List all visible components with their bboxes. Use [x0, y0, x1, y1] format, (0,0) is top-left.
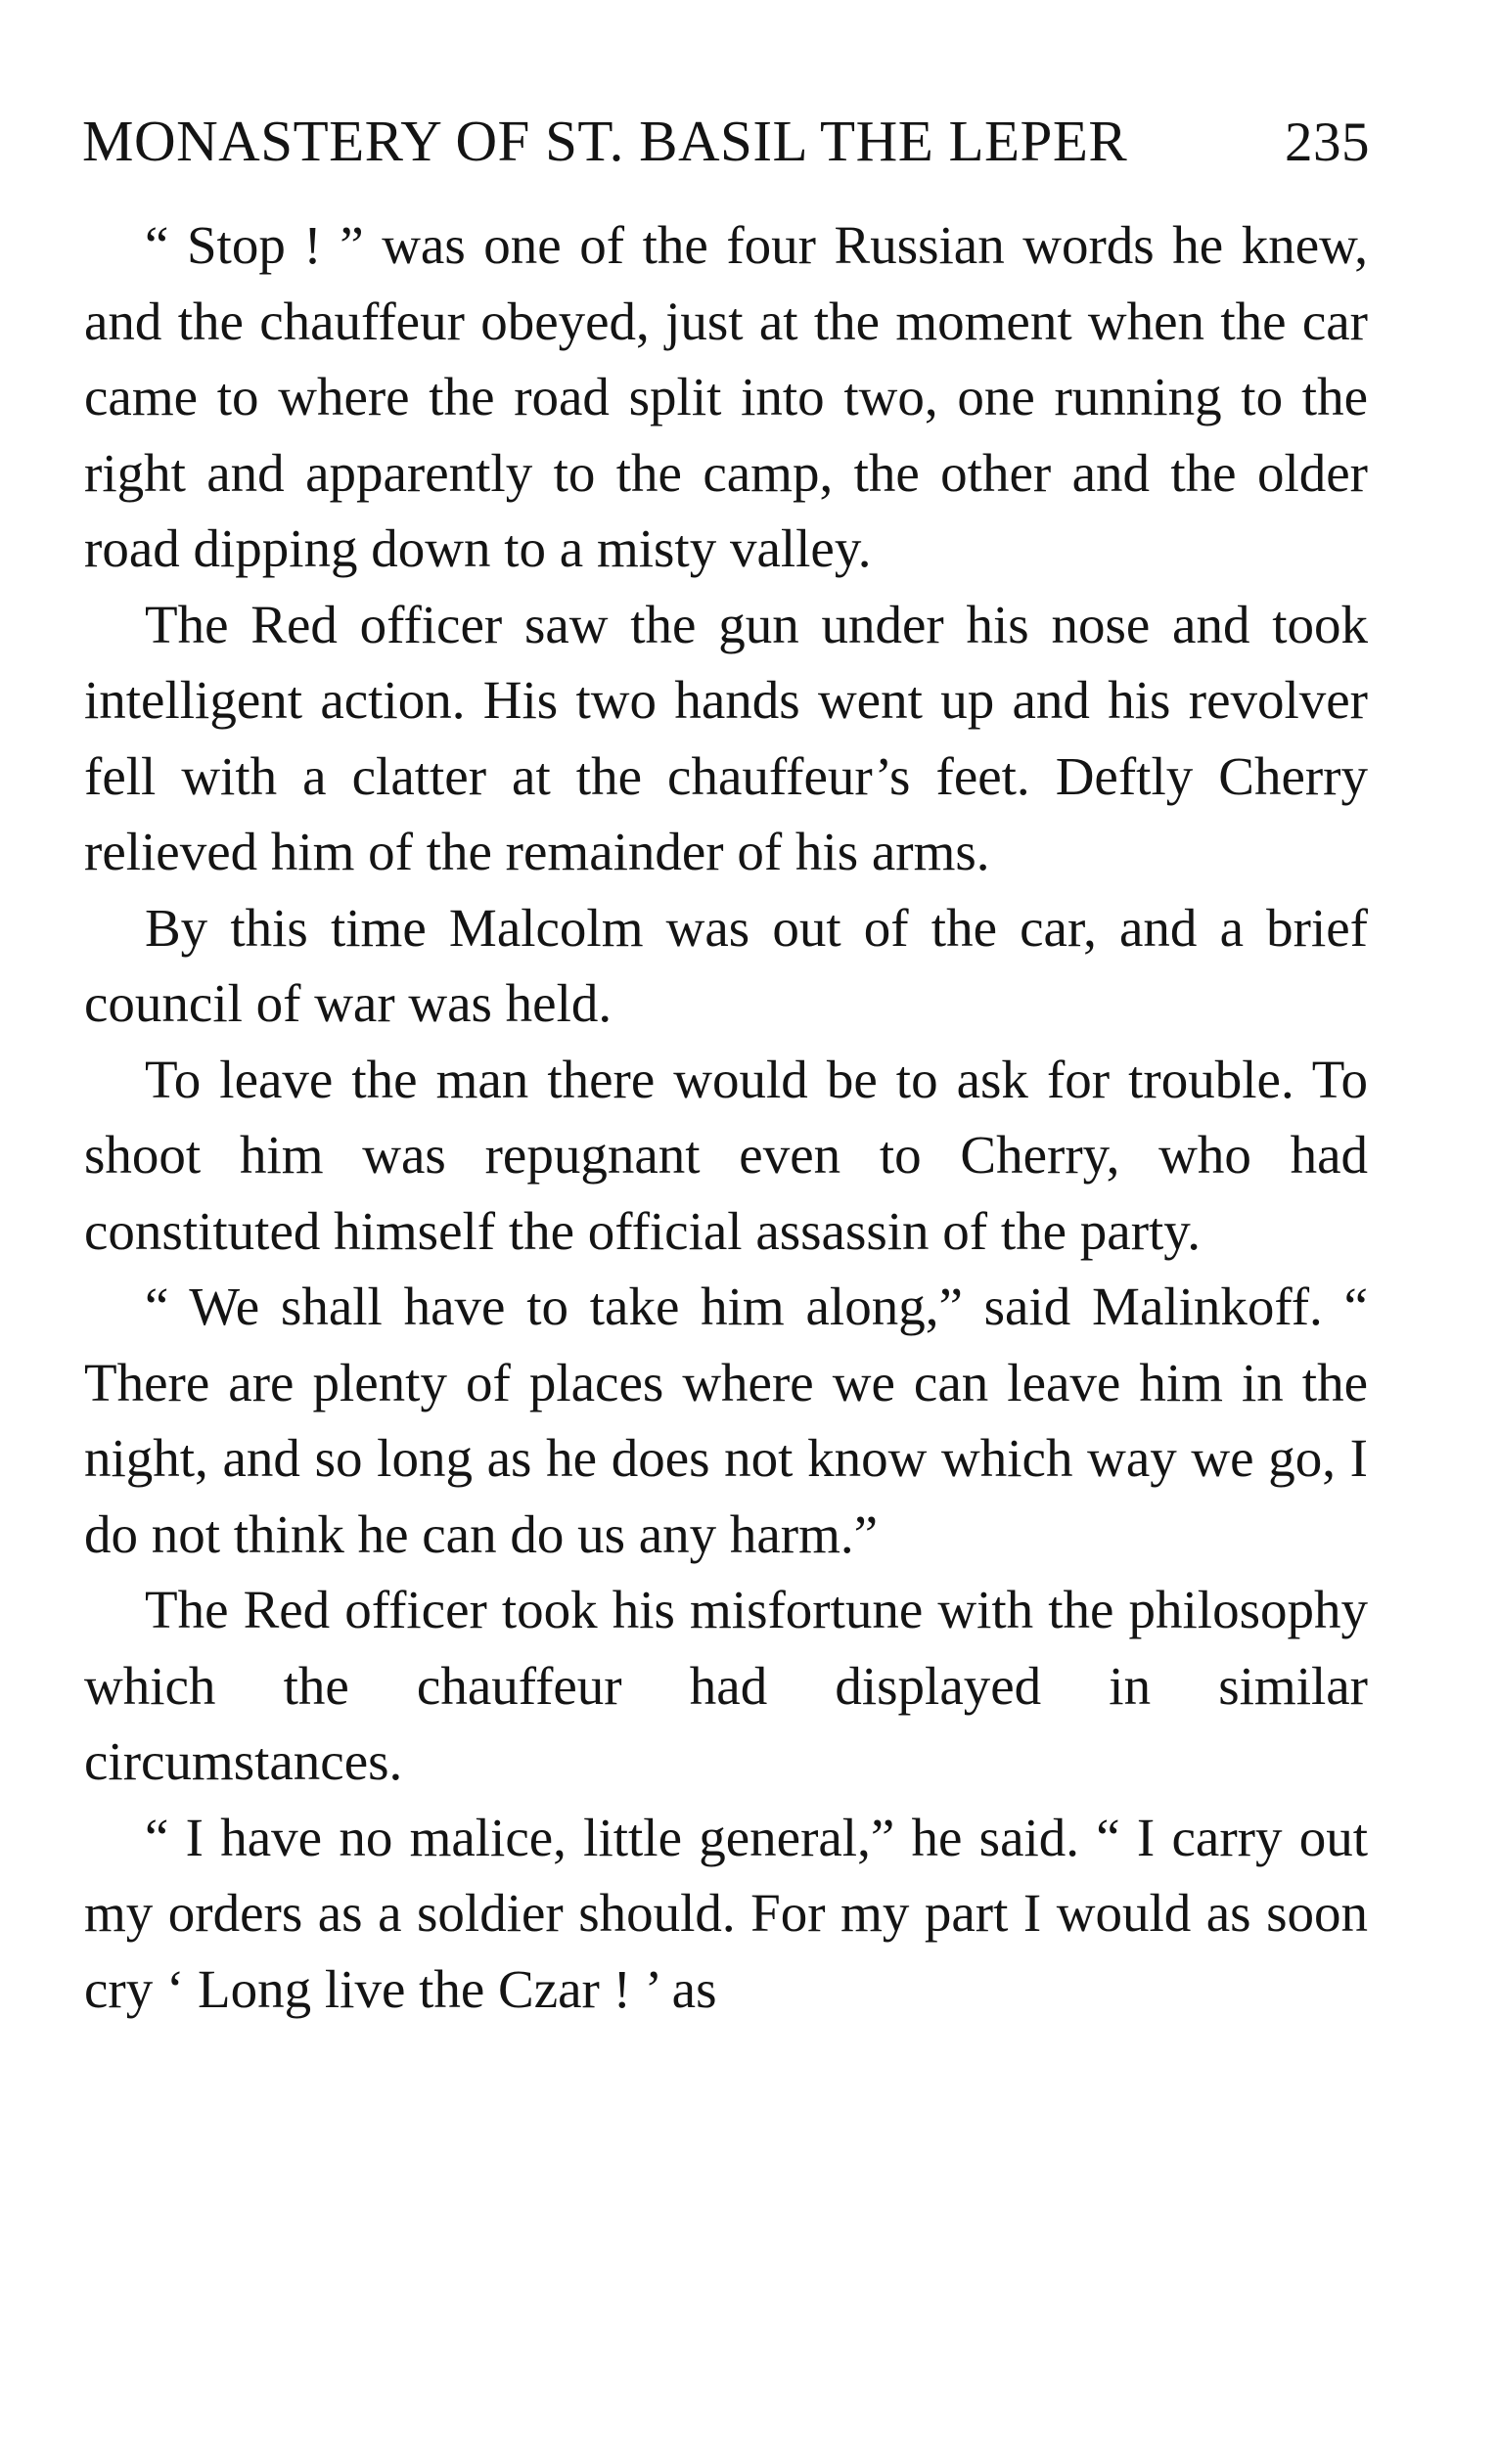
paragraph: The Red officer saw the gun under his nose and took intelligent action. His two hands went up and his revolver fell with a clatter at the chauffeur’s feet. Deftly Cherry relieved him of the remainder of his arms.: [84, 594, 1368, 881]
page-number: 235: [1285, 112, 1370, 173]
body-text: [84, 207, 1368, 2027]
paragraph: By this time Malcolm was out of the car, and a brief council of war was held.: [84, 897, 1368, 1033]
paragraph: “ I have no malice, little general,” he said. “ I carry out my orders as a soldier should. For my part I would as soon cry ‘ Long live the Czar ! ’ as: [84, 1807, 1368, 2019]
paragraph: The Red officer took his misfortune with the philosophy which the chauffeur had displayed in similar circumstances.: [84, 1580, 1368, 1791]
paragraph: To leave the man there would be to ask for trouble. To shoot him was repugnant even to Cherry, who had constituted himself the official assassin of the party.: [84, 1049, 1368, 1261]
running-head: [82, 102, 1370, 180]
chapter-title: MONASTERY OF ST. BASIL THE LEPER: [82, 109, 1128, 173]
paragraph: “ We shall have to take him along,” said Malinkoff. “ There are plenty of places where we can leave him in the night, and so long as he does not know which way we go, I do not think he can do us any harm.”: [84, 1277, 1368, 1564]
paragraph: “ Stop ! ” was one of the four Russian words he knew, and the chauffeur obeyed, just at the moment when the car came to where the road split into two, one running to the right and apparently to the camp, the other and the older road dipping down to a misty valley.: [84, 215, 1368, 578]
